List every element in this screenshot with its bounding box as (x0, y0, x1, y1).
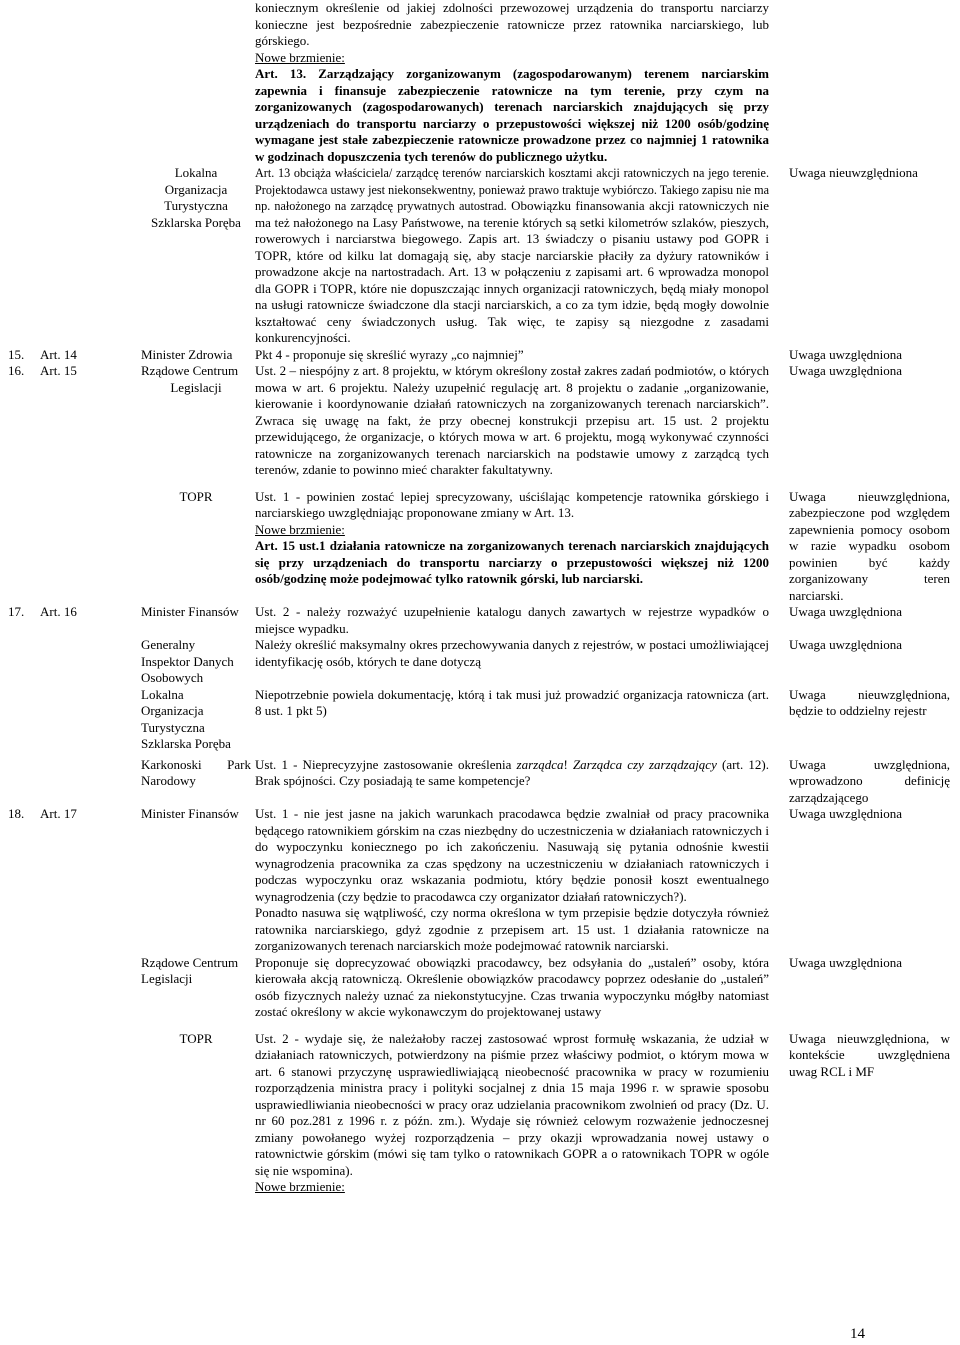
row-number: 15. (8, 346, 25, 362)
organization-cell: Lokalna Organizacja Turystyczna Szklarska Poręba (141, 686, 231, 751)
comment-cell: Niepotrzebnie powiela dokumentację, którą i tak musi już prowadzić organizacja ratownicza (art. 8 ust. 1 pkt 5) (255, 686, 769, 718)
status-cell: Uwaga nieuwzględniona, zabezpieczone pod względem zapewnienia pomocy osobom w razie wypadku osobom powinien być każdy zorganizowany teren narciarski. (789, 488, 950, 603)
comment-cell: Ust. 1 - Nieprecyzyjne zastosowanie określenia zarządca! Zarządca czy zarządzający (art. 12). Brak spójności. Czy posiadają te same kompetencje? (255, 756, 769, 788)
article-ref: Art. 14 (40, 346, 77, 362)
new-wording-label: Nowe brzmienie: (255, 49, 345, 65)
comment-text: Obowiązku finansowania akcji ratowniczych nie ma też nałożonego na Lasy Państwowe, na terenie których są setki kilometrów szlaków, pieszych, rowerowych i narciarstwa biegowego. Zapis art. 13 świadczy o pisaniu ustawy pod GOPR i TOPR, które od kilku lat domagają się, aby stacje narciarskie płaciły za dyżury ratowników i prowadzone akcje na nartostradach. Art. 13 w połączeniu z zapisami art. 6 wprowadza monopol dla GOPR i TOPR, które nie dopuszczając innych organizacji ratowniczych, będą miały monopol na usługi ratownicze świadczone dla stacji narciarskich, a co za tym idzie, będą mogły dowolnie kształtować ceny świadczonych usług. Tak więc, te zapisy są niezgodne z zasadami konkurencyjności. (255, 198, 770, 345)
comment-text: Ust. 1 - powinien zostać lepiej sprecyzowany, uściślając kompetencje ratownika górskiego i narciarskiego uwzględniając proponowane zmiany w Art. 13. (255, 488, 769, 520)
comment-text: Ust. 2 - wydaje się, że należałoby raczej zastosować wprost formułę wskazania, że udział w działaniach ratowniczych, potwierdzony na piśmie przez właściwy podmiot, o którym mowa w art. 6 stanowi przyczynę usprawiedliwiającą nieobecność pracownika w pracy w rozumieniu rozporządzenia ministra pracy i polityki socjalnej z dnia 15 maja 1996 r. w sprawie sposobu usprawiedliwiania nieobecności w pracy oraz udzielania pracownikom zwolnień od pracy (Dz. U. nr 60 poz.281 z 1996 r. z późn. zm.). Wydaje się również celowym rozważenie jednoczesnej zmiany powołanego wyżej rozporządzenia – przy okazji wprowadzania nowej ustawy o ratownictwie górskim (mówi się tam tylko o ratownikach GOPR a o ratownikach TOPR w ogóle się nie wspomina). (255, 1030, 769, 1178)
table-row (8, 604, 952, 637)
row-number: 18. (8, 806, 25, 821)
table-row (8, 479, 952, 605)
comment-cell (255, 165, 783, 347)
comment-cell (255, 0, 783, 165)
article-ref: Art. 16 (40, 604, 77, 619)
comment-text: koniecznym określenie od jakiej zdolności przewozowej urządzenia do transportu narciarzy konieczne jest bezpośrednie zabezpieczenie ratownicze przez ratownika narciarskiego, lub górskiego. (255, 0, 769, 48)
table-row (8, 806, 952, 955)
comment-text: Ponadto nasuwa się wątpliwość, czy norma określona w tym przepisie będzie dotyczyła również ratownika narciarskiego, gdyż zgodnie z przepisem art. 15 ust. 1 działania ratownicze na zorganizowanych terenach narciarskich może podejmować ratownik narciarski. (255, 905, 769, 953)
comment-cell: Pkt 4 - proponuje się skreślić wyrazy „co najmniej” (255, 346, 524, 362)
comment-cell: Ust. 2 - należy rozważyć uzupełnienie katalogu danych zawartych w rejestrze wypadków o miejsce wypadku. (255, 604, 769, 636)
table-row (8, 363, 952, 479)
status-cell: Uwaga uwzględniona (789, 806, 902, 821)
new-wording-label: Nowe brzmienie: (255, 521, 345, 537)
new-wording-label: Nowe brzmienie: (255, 1179, 345, 1194)
status-cell: Uwaga nieuwzględniona, w kontekście uwzględniena uwag RCL i MF (789, 1030, 950, 1079)
comment-cell: Ust. 2 – niespójny z art. 8 projektu, w którym określony został zakres zadań podmiotów, o których mowa w art. 6 projektu. Należy uzupełnić regulację art. 8 projektu o zadanie „organizowanie, kierowanie i koordynowanie działań ratowniczych na zorganizowanych terenach narciarskich”. Zwraca się uwagę na fakt, że przy obecnej konstrukcji przepisu art. 15 ust. 2 projektu przewidującego, że organizacje, o których mowa w art. 6 projektu, mogą wykonywać czynności ratownicze na zorganizowanych terenach narciarskich na podstawie umowy z zarządcą tych terenów, zdanie to powinno mieć charakter fakultatywny. (255, 363, 769, 477)
comment-cell: Proponuje się doprecyzować obowiązki pracodawcy, bez odsyłania do „ustaleń” osoby, która kierowała akcją ratowniczą. Określenie obowiązków pracodawcy poprzez odesłanie do „ustaleń” osób fizycznych należy uznać za niekonstytucyjne. Czas trwania wypoczynku mógłby natomiast zostać określony w akcie wykonawczym do projektowanej ustawy (255, 954, 769, 1019)
status-cell: Uwaga nieuwzględniona, będzie to oddzielny rejestr (789, 686, 950, 718)
table-row (8, 347, 952, 364)
organization-cell: Lokalna Organizacja Turystyczna Szklarska Poręba (151, 165, 241, 230)
organization-cell: Karkonoski Park Narodowy (141, 756, 251, 788)
comment-text: Ust. 1 - nie jest jasne na jakich warunkach pracodawca będzie zwalniał od pracy pracownika będącego ratownikiem górskim na czas niezbędny do uczestniczenia w działaniach ratowniczych i do wypoczynku koniecznego po ich zakończeniu. Nasuwają się pytania odnośnie kwestii wynagrodzenia pracownika za czas spędzony na uczestniczeniu w działaniach ratowniczych i podczas wypoczynku oraz wskazania podmiotu, który będzie ponosił koszt ewentualnego wynagrodzenia (czy będzie to pracodawca czy organizator działań ratowniczych?). (255, 806, 769, 904)
comment-cell: Należy określić maksymalny okres przechowywania danych z rejestrów, w postaci umożliwiającej identyfikację osób, których te dane dotyczą (255, 637, 769, 669)
comment-cell (255, 1021, 783, 1196)
table-row (8, 687, 952, 753)
organization-cell: Minister Finansów (141, 604, 239, 619)
comment-cell (255, 806, 783, 955)
organization-cell: Minister Zdrowia (141, 346, 233, 362)
organization-cell: Generalny Inspektor Danych Osobowych (141, 637, 234, 685)
row-number: 16. (8, 363, 25, 378)
organization-cell: TOPR (179, 488, 213, 504)
table-row (8, 753, 952, 807)
table-row (8, 165, 952, 347)
status-cell: Uwaga uwzględniona (789, 346, 902, 362)
organization-cell: Minister Finansów (141, 806, 239, 821)
proposed-article-text: Art. 15 ust.1 działania ratownicze na zorganizowanych terenach narciarskich znajdujących się przy urządzeniach do transportu narciarzy o przepustowości większej niż 1200 osób/godzinę może podejmować tylko ratownik górski, lub narciarski. (255, 538, 769, 586)
status-cell: Uwaga uwzględniona (789, 637, 902, 652)
organization-cell: Rządowe Centrum Legislacji (141, 954, 239, 986)
table-row (8, 0, 952, 165)
article-ref: Art. 17 (40, 806, 77, 821)
status-cell: Uwaga nieuwzględniona (789, 165, 918, 180)
page-number: 14 (850, 1326, 865, 1342)
table-row (8, 1021, 952, 1196)
status-cell: Uwaga uwzględniona, wprowadzono definicję zarządzającego (789, 756, 950, 805)
organization-cell: Rządowe Centrum Legislacji (141, 363, 239, 395)
comment-text: Art. 13 obciąża właściciela/ zarządcę terenów narciarskich kosztami akcji ratowniczych na jego terenie. Projektodawca ustawy jest niekonsekwentny, ponieważ prawo traktuje wybiórczo. Takiego zapisu nie ma np. nałożonego na zarządcę prywatnych autostrad. (255, 166, 769, 213)
comment-cell (255, 479, 783, 605)
article-ref: Art. 15 (40, 363, 77, 378)
table-row (8, 955, 952, 1021)
status-cell: Uwaga uwzględniona (789, 954, 902, 970)
organization-cell: TOPR (179, 1030, 213, 1046)
row-number: 17. (8, 604, 25, 619)
status-cell: Uwaga uwzględniona (789, 363, 902, 378)
comments-table (8, 0, 952, 1196)
status-cell: Uwaga uwzględniona (789, 604, 902, 619)
table-row (8, 637, 952, 687)
proposed-article-text: Art. 13. Zarządzający zorganizowanym (zagospodarowanym) terenem narciarskim zapewnia i finansuje zabezpieczenie ratownicze na tym terenie, przy czym na zorganizowanych (zagospodarowanych) terenach narciarskich znajdujących się przy urządzeniach do transportu narciarzy o przepustowości większej niż 1200 osób/godzinę wymagane jest stałe zabezpieczenie ratownicze prowadzone przez co najmniej 1 ratownika w godzinach dopuszczenia tych terenów do publicznego użytku. (255, 66, 769, 164)
